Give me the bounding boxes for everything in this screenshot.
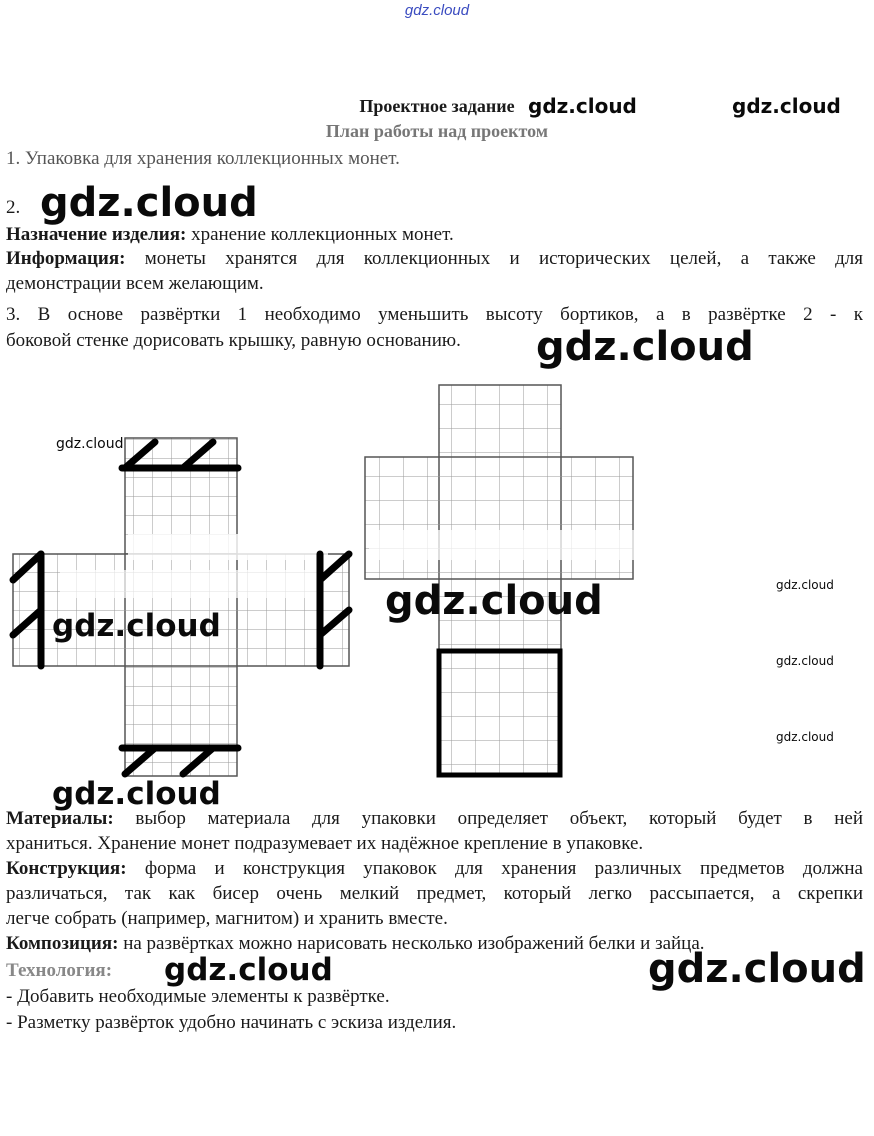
technology-item-1: - Добавить необходимые элементы к развёртке. [6,986,390,1007]
materials-text-1: выбор материала для упаковки определяет объект, который будет в ней [113,808,863,829]
technology-label-text: Технология: [6,960,113,981]
composition-line [6,931,705,957]
watermark: gdz.cloud [528,94,637,118]
watermark: gdz.cloud [40,180,258,226]
item-3-line-1: 3. В основе развёртки 1 необходимо уменьшить высоту бортиков, а в развёртке 2 - к [6,304,863,325]
materials-text-2: храниться. Хранение монет подразумевает их надёжное крепление в упаковке. [6,833,644,854]
net-1-grid [13,438,349,776]
composition-text: на развёртках можно нарисовать несколько изображений белки и зайца. [118,933,705,954]
construction-text-1: форма и конструкция упаковок для хранения различных предметов должна [126,858,863,879]
item-3-line-2: боковой стенке дорисовать крышку, равную основанию. [6,330,461,351]
info-label: Информация: [6,248,126,269]
watermark: gdz.cloud [56,436,124,452]
purpose-text: хранение коллекционных монет. [186,224,454,245]
watermark: gdz.cloud [648,946,866,992]
info-text-1: монеты хранятся для коллекционных и исторических целей, а также для [125,248,863,269]
watermark: gdz.cloud [52,608,221,644]
watermark: gdz.cloud [732,94,841,118]
construction-text-2: различаться, так как бисер очень мелкий предмет, который легко рассыпается, а скрепки [6,883,863,904]
watermark: gdz.cloud [776,730,834,744]
watermark: gdz.cloud [776,654,834,668]
construction-label: Конструкция: [6,858,127,879]
item-2-number: 2. [6,197,21,218]
technology-label [6,958,112,984]
purpose-label: Назначение изделия: [6,224,187,245]
info-line-1 [6,246,863,272]
watermark: gdz.cloud [52,776,221,812]
materials-label: Материалы: [6,808,114,829]
composition-label: Композиция: [6,933,119,954]
watermark: gdz.cloud [536,324,754,370]
construction-text-3: легче собрать (например, магнитом) и хранить вместе. [6,908,448,929]
item-1: 1. Упаковка для хранения коллекционных монет. [6,148,400,169]
watermark: gdz.cloud [776,578,834,592]
technology-item-2: - Разметку развёрток удобно начинать с эскиза изделия. [6,1012,457,1033]
construction-line-1 [6,856,863,882]
site-link-top[interactable]: gdz.cloud [404,2,470,19]
info-text-2: демонстрации всем желающим. [6,273,264,294]
page-title: Проектное задание [359,96,515,116]
watermark: gdz.cloud [164,952,333,988]
watermark: gdz.cloud [385,578,603,624]
net-1-diagram [0,420,360,790]
page-subtitle: План работы над проектом [325,121,549,141]
